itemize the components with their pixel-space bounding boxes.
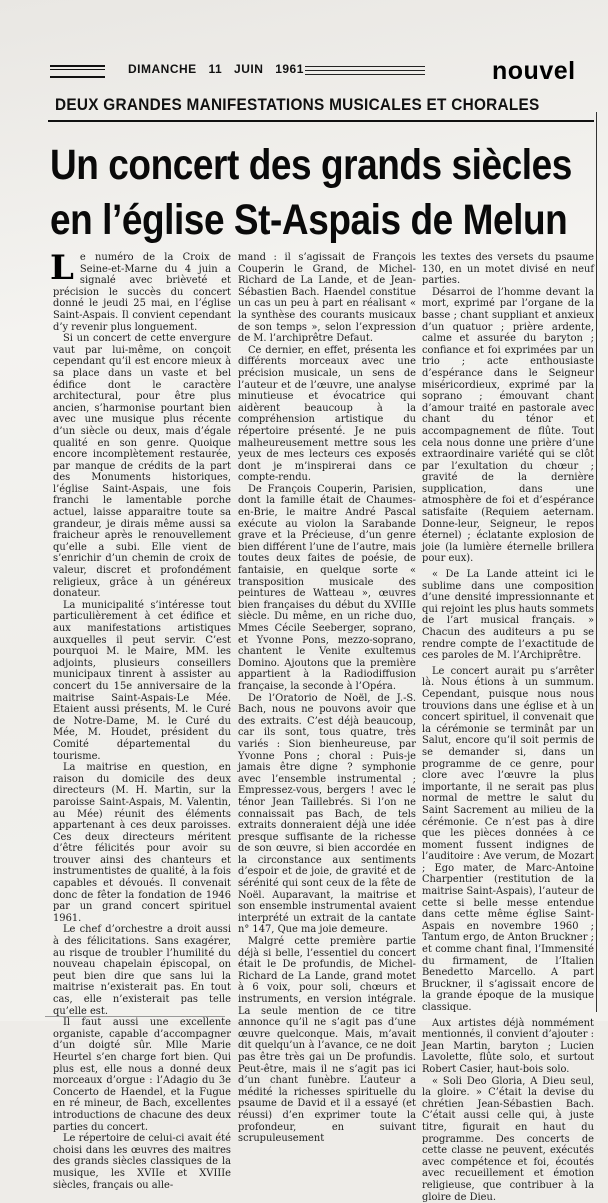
headline-line-1: Un concert des grands siècles	[50, 141, 572, 189]
article-paragraph	[50, 248, 231, 333]
issue-date: DIMANCHE 11 JUIN 1961	[128, 62, 304, 76]
article-column-1	[50, 248, 231, 1191]
newspaper-name: nouvel	[492, 57, 576, 85]
article-paragraph: La maitrise en question, en raison du domicile des deux directeurs (M. H. Martin, sur la paroisse Saint-Aspais, M. Valentin, au Mée) réunit des éléments appartenant à ces deux paroisses. Ces deux directeurs méritent d’être félicités pour avoir su trouver ainsi des chanteurs et instrumentistes de qualité, à la fois capables et dévoués. Il convenait donc de fêter la fondation de 1946 par un grand concert spirituel 1961.	[53, 762, 231, 924]
decorative-rule	[50, 65, 105, 78]
article-paragraph: les textes des versets du psaume 130, en un motet divisé en neuf parties.	[422, 252, 594, 287]
article-paragraph: La municipalité s’intéresse tout particulièrement à cet édifice et aux manifestations artistiques auxquelles il peut servir. C’est pourquoi M. le Maire, MM. les adjoints, plusieurs conseillers municipaux tinrent à assister au concert du 15e anniversaire de la maitrise Saint-Aspais-Le Mée. Etaient aussi présents, M. le Curé de Notre-Dame, M. le Curé du Mée, M. Houdet, président du Comité départemental du tourisme.	[53, 599, 231, 762]
article-column-3	[422, 252, 594, 1203]
article-paragraph: « De La Lande atteint ici le sublime dans une composition d’une densité impressionnante et qui rejoint les plus hauts sommets de l’art musical français. » Chacun des auditeurs a pu se rendre compte de l’exactitude de ces paroles de M. l’Archiprêtre.	[422, 569, 594, 662]
kicker-underline	[48, 120, 594, 122]
article-paragraph: Aux artistes déjà nommément mentionnés, il convient d’ajouter : Jean Martin, baryton ; Lucien Lavolette, flûte solo, et surtout Robert Casier, haut-bois solo.	[422, 1017, 594, 1075]
paragraph-text: e numéro de la Croix de Seine-et-Marne du 4 juin a signalé avec brièveté et précision le succès du concert donné le jeudi 25 mai, en l’église Saint-Aspais. Il convient cependant d’y revenir plus longuement.	[53, 252, 231, 333]
bottom-rule	[45, 1016, 225, 1017]
article-paragraph: Le répertoire de celui-ci avait été choisi dans les œuvres des maitres des grands siècles classiques de la musique, les XVIIe et XVIIIe siècles, français ou alle-	[53, 1133, 231, 1191]
article-paragraph: Ce dernier, en effet, présenta les différents morceaux avec une précision musicale, un sens de l’auteur et de l’œuvre, une analyse minutieuse et évocatrice qui aidèrent beaucoup à la compréhension artistique du répertoire présenté. Je ne puis malheureusement mettre sous les yeux de mes lecteurs ces exposés dont je m’inspirerai dans ce compte-rendu.	[238, 344, 416, 484]
section-kicker: DEUX GRANDES MANIFESTATIONS MUSICALES ET CHORALES	[55, 96, 540, 114]
column-divider	[596, 112, 597, 1012]
decorative-rule	[305, 66, 425, 75]
drop-cap: L	[50, 248, 74, 288]
article-paragraph: Malgré cette première partie déjà si belle, l’essentiel du concert était le De profundis, de Michel-Richard de La Lande, grand motet à 6 voix, pour soli, chœurs et instruments, en version intégrale. La seule mention de ce titre annonce qu’il ne s’agit pas d’une œuvre quelconque. Mais, m’avait dit quelqu’un à l’avance, ce ne doit pas être très gai un De profundis. Peut-être, mais il ne s’agit pas ici d’un chant funèbre. L’auteur a médité la richesses spirituelle du psaume de David et il a essayé (et réussi) d’en exprimer toute la profondeur, en suivant scrupuleusement	[238, 936, 416, 1145]
headline	[50, 138, 595, 248]
headline-line-2: en l’église St-Aspais de Melun	[50, 196, 568, 244]
masthead	[50, 57, 608, 85]
article-paragraph: « Soli Deo Gloria, A Dieu seul, la gloire. » C’était la devise du chrétien Jean-Sébastien Bach. C’était aussi celle qui, à juste titre, figurait en haut du programme. Des concerts de cette classe ne peuvent, exécutés avec compétence et foi, écoutés avec recueillement et émotion religieuse, que contribuer à la gloire de Dieu.	[422, 1075, 594, 1203]
article-paragraph: Il faut aussi une excellente organiste, capable d’accompagner d’un doigté sûr. Mlle Marie Heurtel s’en charge fort bien. Qui plus est, elle nous a donné deux morceaux d’orgue : l’Adagio du 3e Concerto de Haendel, et la Fugue en ré mineur, de Bach, excellentes introductions de chacune des deux parties du concert.	[53, 1017, 231, 1133]
article-paragraph: Désarroi de l’homme devant la mort, exprimé par l’organe de la basse ; chant suppliant et anxieux d’un quatuor ; prière ardente, calme et assurée du baryton ; confiance et foi exprimées par un trio ; acte enthousiaste d’espérance dans le Seigneur miséricordieux, exprimé par la soprano ; émouvant chant d’amour traité en pastorale avec chant du ténor et accompagnement de flûte. Tout cela nous donne une prière d’une extraordinaire variété qui se clôt par l’exultation du chœur ; gravité de la dernière supplication, dans une atmosphère de foi et d’espérance satisfaite (Requiem aeternam. Donne-leur, Seigneur, le repos éternel) ; éclatante explosion de joie (la lumière éternelle brillera pour eux).	[422, 286, 594, 565]
article-paragraph: Le concert aurait pu s’arrêter là. Nous étions à un summum. Cependant, puisque nous nous trouvions dans une église et à un concert spirituel, il convenait que la cérémonie se terminât par un Salut, encore qu’il soit permis de se demander si, dans un programme de ce genre, pour clore avec l’œuvre la plus importante, il ne serait pas plus normal de mettre le salut du Saint Sacrement au milieu de la cérémonie. Ce n’est pas à dire que les pièces données à ce moment fussent indignes de l’auditoire : Ave verum, de Mozart ; Ego mater, de Marc-Antoine Charpentier (restitution de la maitrise Saint-Aspais), l’auteur de cette si belle messe entendue dans cette même église Saint-Aspais en novembre 1960 ; Tantum ergo, de Anton Bruckner ; et comme chant final, l’Immensité du firmament, de l’Italien Benedetto Marcello. A part Bruckner, il s’agissait encore de la grande époque de la musique classique.	[422, 665, 594, 1013]
article-column-2	[238, 252, 416, 1145]
article-paragraph: Le chef d’orchestre a droit aussi à des félicitations. Sans exagérer, au risque de troubler l’humilité du nouveau chapelain épiscopal, on peut bien dire que sans lui la maitrise n’existerait pas. En tout cas, elle n’existerait pas telle qu’elle est.	[53, 924, 231, 1017]
article-paragraph: De François Couperin, Parisien, dont la famille était de Chaumes-en-Brie, le maitre André Pascal exécute au violon la Sarabande grave et la Précieuse, d’un genre bien différent l’une de l’autre, mais toutes deux faites de poésie, de fantaisie, en quelque sorte « transposition musicale des peintures de Watteau », œuvres bien françaises du début du XVIIIe siècle. Du même, en un riche duo, Mmes Cécile Seeberger, soprano, et Yvonne Pons, mezzo-soprano, chantent le Venite exultemus Domino. Ajoutons que la première appartient à la Radiodiffusion française, la seconde à l’Opéra.	[238, 483, 416, 692]
article-paragraph: Si un concert de cette envergure vaut par lui-même, on conçoit cependant qu’il est encore mieux à sa place dans un vaste et bel édifice dont le caractère architectural, pour être plus ancien, s’harmonise pourtant bien avec une musique plus récente d’un siècle ou deux, mais d’égale qualité en son genre. Quoique encore incomplètement restaurée, par manque de crédits de la part des Monuments historiques, l’église Saint-Aspais, une fois franchi le lamentable porche actuel, laisse apparaitre toute sa grandeur, je dirais même aussi sa fraicheur après le renouvellement qu’elle a subi. Elle vient de s’enrichir d’un chemin de croix de valeur, discret et profondément religieux, grâce à un généreux donateur.	[53, 333, 231, 600]
article-paragraph: mand : il s’agissait de François Couperin le Grand, de Michel-Richard de La Lande, et de Jean-Sébastien Bach. Haendel constitue un cas un peu à part en réalisant « la synthèse des courants musicaux de son temps », selon l’expression de M. l’archiprêtre Defaut.	[238, 252, 416, 345]
article-paragraph: De l’Oratorio de Noël, de J.-S. Bach, nous ne pouvons avoir que des extraits. C’est déjà beaucoup, car ils sont, tous quatre, très variés : Sion bienheureuse, par Yvonne Pons ; choral : Puis-je jamais être digne ? symphonie avec l’ensemble instrumental ; Empressez-vous, bergers ! avec le ténor Jean Taillebrés. Si l’on ne connaissait pas Bach, de tels extraits donneraient déjà une idée presque suffisante de la richesse de son œuvre, si bien accordée en la circonstance aux sentiments d’espoir et de joie, de gravité et de sérénité qui sont ceux de la fête de Noël. Auparavant, la maitrise et son ensemble instrumental avaient interprété un extrait de la cantate n° 147, Que ma joie demeure.	[238, 692, 416, 936]
